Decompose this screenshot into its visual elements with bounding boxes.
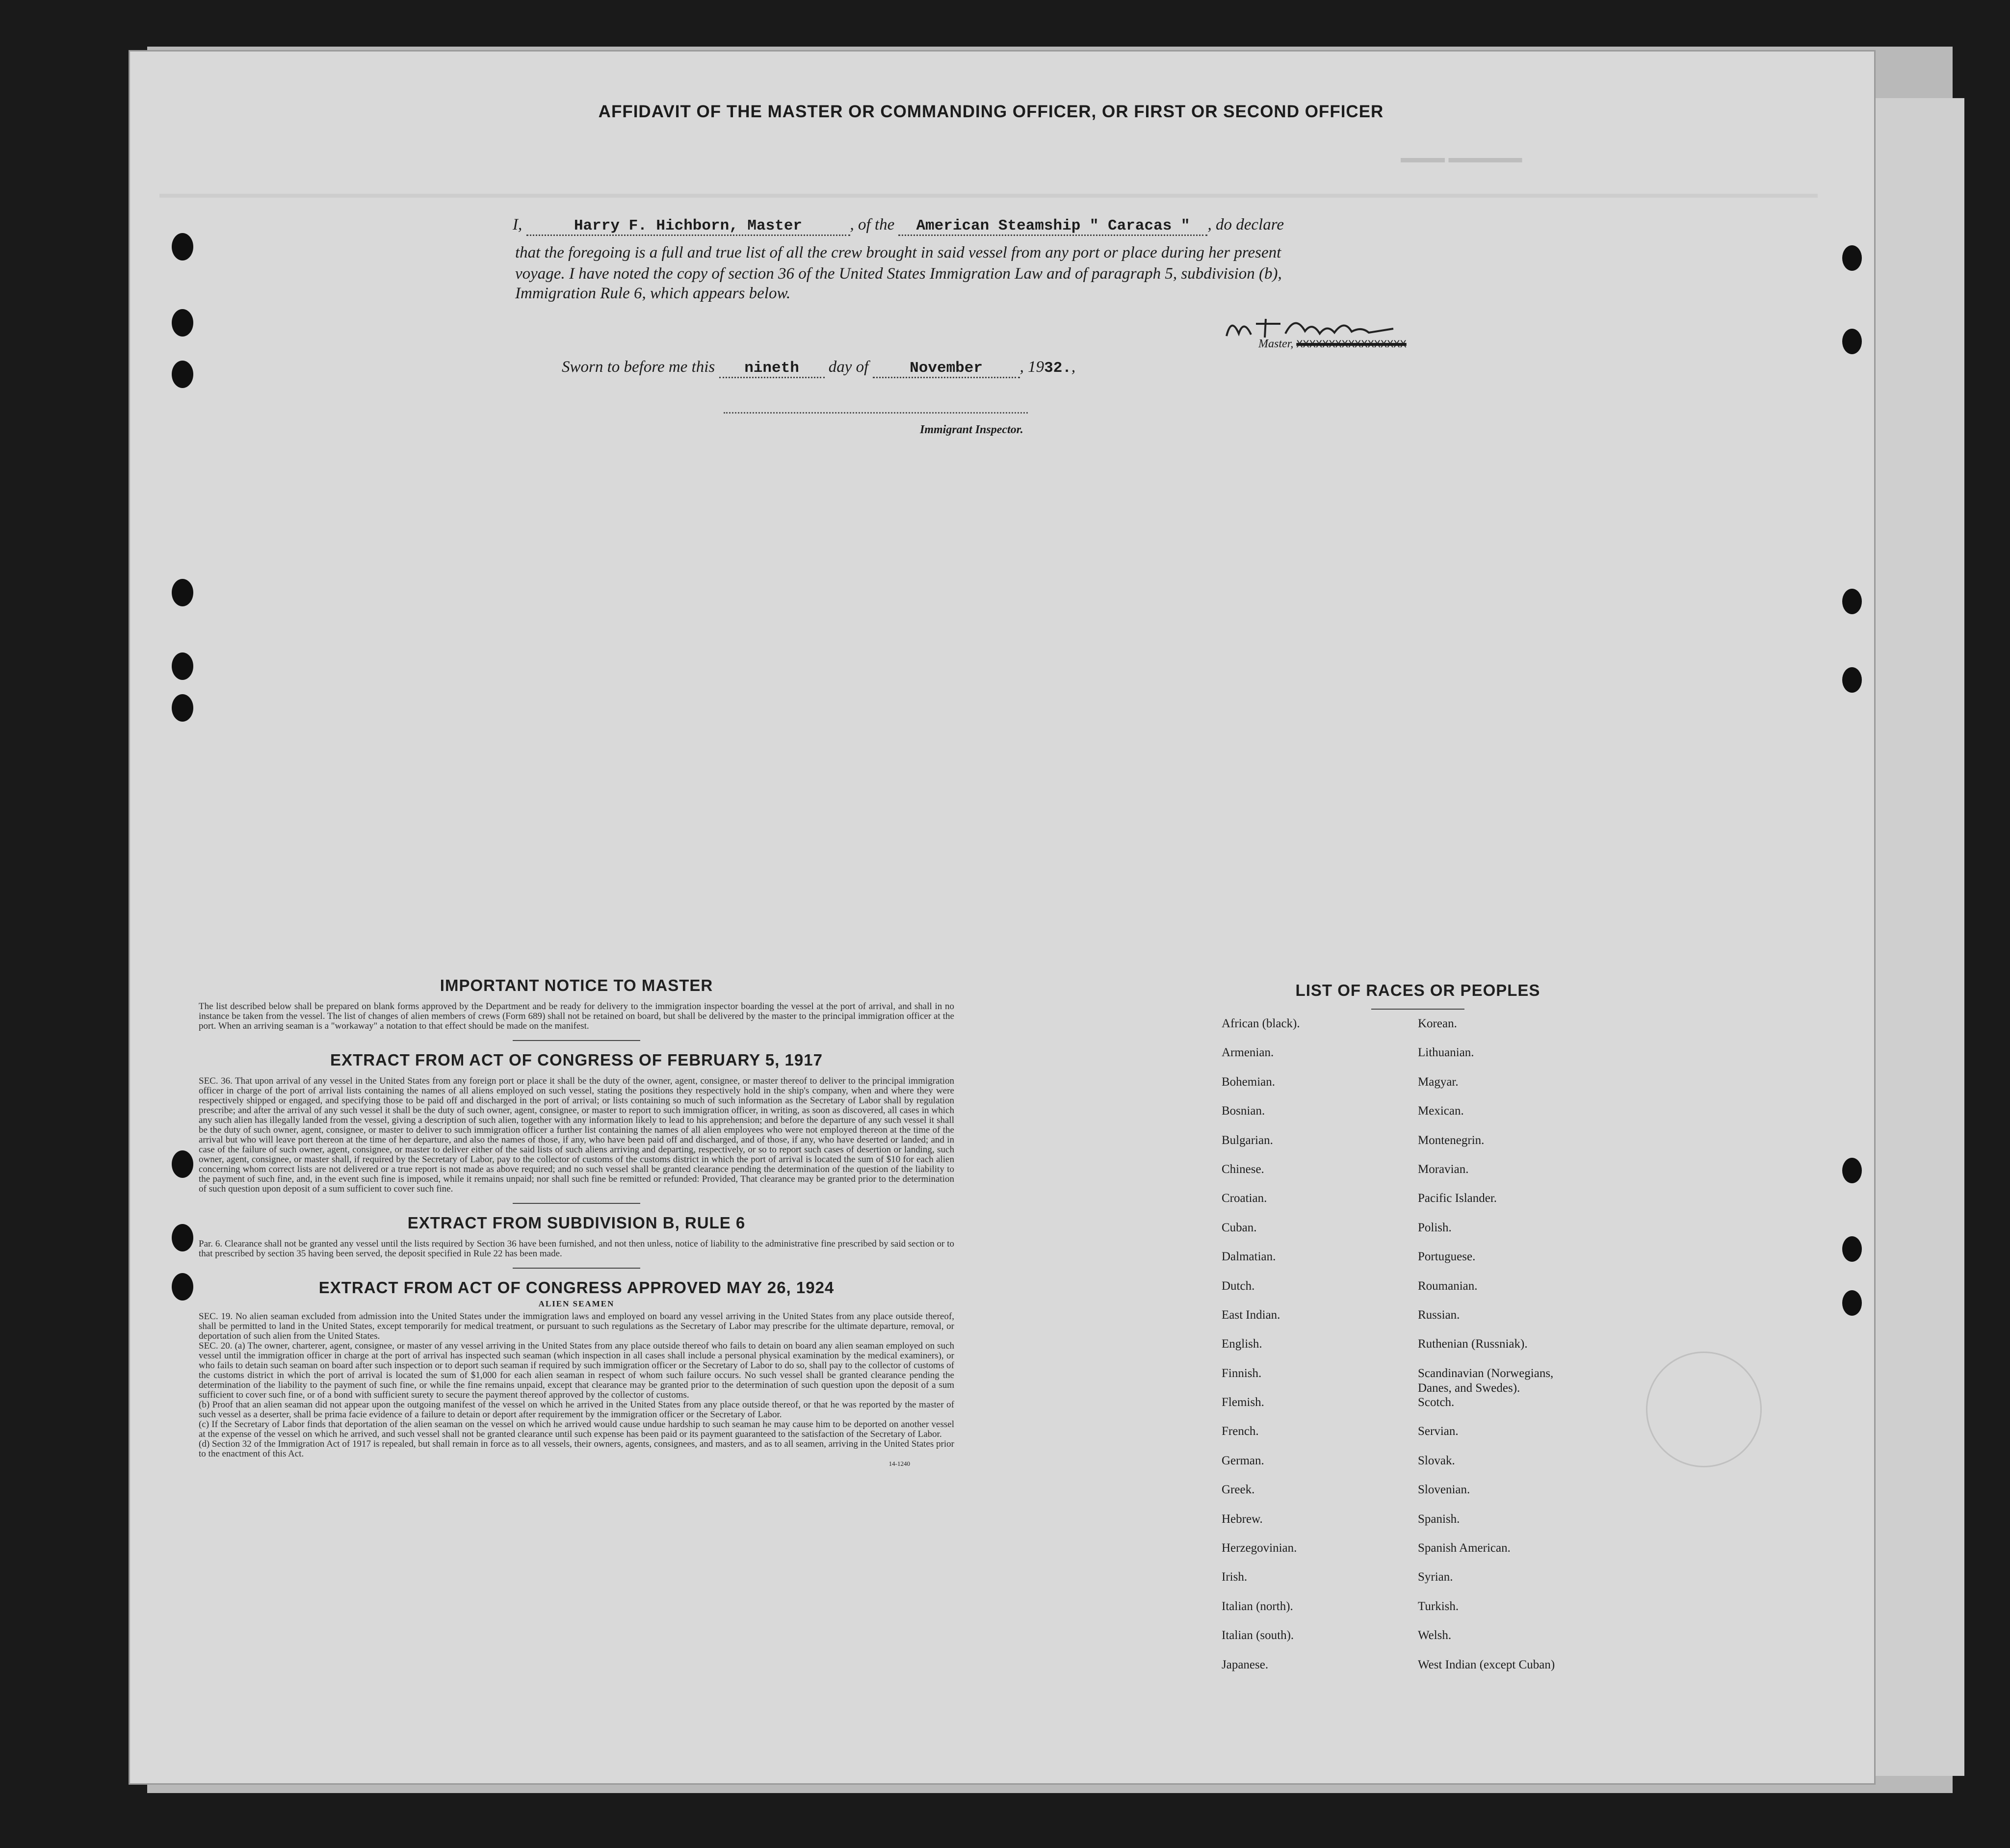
vessel-field: American Steamship " Caracas " bbox=[898, 217, 1207, 236]
bleed-through-mark: ▬▬▬ ▬▬▬▬▬ bbox=[1401, 150, 1522, 166]
race-item: Chinese. bbox=[1222, 1162, 1264, 1176]
punch-hole bbox=[1842, 1158, 1862, 1183]
race-item: Slovenian. bbox=[1418, 1483, 1470, 1497]
punch-hole bbox=[1842, 1290, 1862, 1316]
race-item: Cuban. bbox=[1222, 1221, 1257, 1234]
punch-hole bbox=[172, 361, 193, 388]
races-columns bbox=[1197, 1016, 1639, 1684]
extract3-sec20d: (d) Section 32 of the Immigration Act of 1917 is repealed, but shall remain in force as to all vessels, their owners, agents, consignees, and masters, and as to all seamen, arriving in the United States prior to the enactment of this Act. bbox=[199, 1439, 954, 1459]
affidavit-line-3: voyage. I have noted the copy of section 36 of the United States Immigration Law and of paragraph 5, subdivision (b), bbox=[515, 265, 1282, 283]
race-item: Dutch. bbox=[1222, 1279, 1255, 1293]
affidavit-line-1 bbox=[513, 216, 1284, 236]
sworn-text: day of bbox=[828, 358, 869, 376]
race-item: West Indian (except Cuban) bbox=[1418, 1658, 1555, 1671]
punch-hole bbox=[172, 233, 193, 260]
race-item: Ruthenian (Russniak). bbox=[1418, 1337, 1528, 1351]
extract3-sec20a: SEC. 20. (a) The owner, charterer, agent, consignee, or master of any vessel arriving in the United States from any place outside thereof who fails to detain on board any alien seaman employed on such vessel until the immigration officer in charge at the port of arrival has inspected such seaman (which inspection in all cases shall include a personal physical examination by the medical examiners), or who fails to detain such seaman on board after such inspection or to deport such seaman if required by such immigration officer or the Secretary of Labor to do so, shall pay to the collector of customs of the customs district in which the port of arrival is located the sum of $1,000 for each alien seaman in respect of whom such failure occurs. No such vessel shall be granted clearance pending the determination of the liability to the payment of such fine, or while the fine remains unpaid, except that clearance may be granted prior to the determination of such question upon the deposit of a sum sufficient to cover such fine, or of a bond with sufficient surety to secure the payment thereof approved by the collector of customs. bbox=[199, 1341, 954, 1400]
race-item: East Indian. bbox=[1222, 1308, 1280, 1322]
extract3-subtitle: ALIEN SEAMEN bbox=[538, 1299, 615, 1308]
race-item: Flemish. bbox=[1222, 1396, 1264, 1409]
race-item: Dalmatian. bbox=[1222, 1250, 1276, 1264]
sworn-day-field: nineth bbox=[719, 360, 825, 378]
race-item: German. bbox=[1222, 1454, 1264, 1467]
punch-hole bbox=[1842, 1236, 1862, 1262]
signature-caption bbox=[1258, 338, 1407, 351]
race-item: Japanese. bbox=[1222, 1658, 1269, 1671]
race-item: Armenian. bbox=[1222, 1046, 1274, 1060]
notice-title: IMPORTANT NOTICE TO MASTER bbox=[440, 976, 713, 994]
race-item: Mexican. bbox=[1418, 1104, 1464, 1118]
extract3-sec19: SEC. 19. No alien seaman excluded from admission into the United States under the immigration laws and employed on board any vessel arriving in the United States from any place outside thereof, shall be permitted to land in the United States, except temporarily for medical treatment, or pursuant to such regulations as the Secretary of Labor may prescribe for the ultimate departure, removal, or deportation of such alien from the United States. bbox=[199, 1311, 954, 1341]
race-item: Welsh. bbox=[1418, 1629, 1452, 1642]
race-item: Croatian. bbox=[1222, 1192, 1267, 1205]
declarant-field: Harry F. Hichborn, Master bbox=[526, 217, 850, 236]
master-signature bbox=[1222, 314, 1398, 341]
struck-title: XXXXXXXXXXXXXXXXX bbox=[1296, 338, 1407, 351]
affidavit-text: I, bbox=[513, 216, 522, 234]
race-item: Italian (north). bbox=[1222, 1599, 1293, 1613]
race-item: Spanish. bbox=[1418, 1512, 1460, 1526]
divider bbox=[513, 1040, 640, 1041]
divider bbox=[1371, 1009, 1464, 1010]
divider bbox=[513, 1203, 640, 1204]
affidavit-line-4: Immigration Rule 6, which appears below. bbox=[515, 285, 791, 302]
extract3-sec20b: (b) Proof that an alien seaman did not appear upon the outgoing manifest of the vessel on which he arrived in the United States from any place outside thereof, or that he was reported by the master of such vessel as a deserter, shall be prima facie evidence of a failure to detain or deport after requirement by the immigration officer or the Secretary of Labor. bbox=[199, 1400, 954, 1420]
punch-hole bbox=[172, 694, 193, 722]
affidavit-title: AFFIDAVIT OF THE MASTER OR COMMANDING OFFICER, OR FIRST OR SECOND OFFICER bbox=[598, 102, 1384, 121]
extract3-sec20c: (c) If the Secretary of Labor finds that deportation of the alien seaman on the vessel on which he arrived would cause undue hardship to such seaman he may cause him to be deported on another vessel at the expense of the vessel on which he arrived, and such vessel shall not be granted clearance until such expense has been paid or its payment guaranteed to the satisfaction of the Secretary of Labor. bbox=[199, 1419, 954, 1439]
sworn-line bbox=[562, 358, 1075, 378]
faint-seal bbox=[1646, 1352, 1762, 1467]
race-item: Montenegrin. bbox=[1418, 1133, 1485, 1147]
race-item: Turkish. bbox=[1418, 1599, 1459, 1613]
punch-hole bbox=[1842, 589, 1862, 614]
race-item: Herzegovinian. bbox=[1222, 1541, 1297, 1555]
race-item: Finnish. bbox=[1222, 1366, 1262, 1380]
race-item: Bohemian. bbox=[1222, 1075, 1276, 1089]
sworn-month-field: November bbox=[873, 360, 1020, 378]
race-item: Irish. bbox=[1222, 1570, 1248, 1584]
punch-hole bbox=[172, 309, 193, 337]
races-right-column bbox=[1418, 1016, 1555, 1687]
punch-hole bbox=[1842, 667, 1862, 693]
sworn-year-field: 32. bbox=[1044, 360, 1071, 377]
race-item: Magyar. bbox=[1418, 1075, 1459, 1089]
race-item: African (black). bbox=[1222, 1017, 1300, 1030]
sworn-text: Sworn to before me this bbox=[562, 358, 715, 376]
race-item: Syrian. bbox=[1418, 1570, 1453, 1584]
race-item: Servian. bbox=[1418, 1425, 1459, 1438]
races-section bbox=[1197, 981, 1639, 1684]
divider bbox=[513, 1268, 640, 1269]
race-item: Lithuanian. bbox=[1418, 1046, 1474, 1060]
inspector-caption: Immigrant Inspector. bbox=[920, 423, 1023, 436]
extract2-text: Par. 6. Clearance shall not be granted any vessel until the lists required by Section 36 have been furnished, and not then unless, notice of liability to the administrative fine prescribed by said section or to that prescribed by section 35 having been served, the deposit specified in Rule 22 has been made. bbox=[199, 1239, 954, 1259]
punch-hole bbox=[172, 579, 193, 606]
notice-text: The list described below shall be prepared on blank forms approved by the Department and be ready for delivery to the immigration inspector boarding the vessel at the port of arrival, and shall in no instance be taken from the vessel. The list of changes of alien members of crews (Form 689) shall not be retained on board, but shall be delivered by the master to the principal immigration officer at the port. When an arriving seaman is a "workaway" a notation to that effect should be made on the manifest. bbox=[199, 1001, 954, 1031]
race-item: English. bbox=[1222, 1337, 1262, 1351]
affidavit-text: , do declare bbox=[1207, 216, 1284, 234]
race-item: Hebrew. bbox=[1222, 1512, 1263, 1526]
inspector-signature-line bbox=[724, 412, 1028, 414]
extract3-title: EXTRACT FROM ACT OF CONGRESS APPROVED MAY 26, 1924 bbox=[318, 1278, 835, 1297]
race-item: Portuguese. bbox=[1418, 1250, 1476, 1264]
race-item: Bulgarian. bbox=[1222, 1133, 1273, 1147]
punch-hole bbox=[172, 1224, 193, 1251]
punch-hole bbox=[1842, 329, 1862, 354]
race-item: Scandinavian (Norwegians, Danes, and Swedes). bbox=[1418, 1366, 1554, 1395]
notice-column bbox=[199, 976, 954, 1468]
punch-hole bbox=[1842, 245, 1862, 271]
sworn-text: , bbox=[1071, 358, 1076, 376]
race-item: Slovak. bbox=[1418, 1454, 1455, 1467]
affidavit-text: , of the bbox=[850, 216, 895, 234]
race-item: Italian (south). bbox=[1222, 1629, 1294, 1642]
bleed-through-mark bbox=[159, 194, 1818, 208]
punch-hole bbox=[172, 1273, 193, 1301]
race-item: Polish. bbox=[1418, 1221, 1452, 1234]
race-item: Bosnian. bbox=[1222, 1104, 1265, 1118]
race-item: French. bbox=[1222, 1425, 1259, 1438]
punch-hole bbox=[172, 1150, 193, 1178]
affidavit-line-2: that the foregoing is a full and true list of all the crew brought in said vessel from any port or place during her present bbox=[515, 244, 1281, 261]
race-item: Russian. bbox=[1418, 1308, 1460, 1322]
form-number: 14-1240 bbox=[888, 1460, 910, 1467]
sworn-text: , 19 bbox=[1019, 358, 1044, 376]
race-item: Greek. bbox=[1222, 1483, 1255, 1497]
races-left-column bbox=[1222, 1016, 1300, 1687]
extract1-text: SEC. 36. That upon arrival of any vessel in the United States from any foreign port or place it shall be the duty of the owner, agent, consignee, or master thereof to deliver to the principal immigration officer in charge of the port of arrival lists containing the names of all aliens employed on such vessel, stating the positions they respectively hold in the ship's company, when and where they were respectively shipped or engaged, and specifying those to be paid off and discharged in the port of arrival; or lists containing so much of such information as the Secretary of Labor shall by regulation prescribe; and after the arrival of any such vessel it shall be the duty of such owner, agent, consignee, or master to report to such immigration officer, in writing, as soon as discovered, all cases in which any such alien has illegally landed from the vessel, giving a description of such alien, together with any information likely to lead to his apprehension; and before the departure of any such vessel it shall be the duty of such owner, agent, consignee, or master to deliver to such immigration officer a further list containing the names of all alien employees who were not employed thereon at the time of the arrival but who will leave port thereon at the time of her departure, and also the names of those, if any, who have been paid off and discharged, and of those, if any, who have deserted or landed; and in case of the failure of such owner, agent, consignee, or master to deliver either of the said lists of such aliens arriving and departing, respectively, or so to report such cases of desertion or landing, such owner, agent, consignee, or master shall, if required by the Secretary of Labor, pay to the collector of customs of the customs district in which the port of arrival is located the sum of $10 for each alien concerning whom correct lists are not delivered or a true report is not made as above required; and no such vessel shall be granted clearance pending the determination of the question of the liability to the payment of such fine, and, in the event such fine is imposed, while it remains unpaid; nor shall such fine be remitted or refunded: Provided, That clearance may be granted prior to the determination of such question upon deposit of a sum sufficient to cover such fine. bbox=[199, 1076, 954, 1194]
race-item: Roumanian. bbox=[1418, 1279, 1478, 1293]
race-item: Spanish American. bbox=[1418, 1541, 1511, 1555]
punch-hole bbox=[172, 652, 193, 680]
race-item: Scotch. bbox=[1418, 1396, 1455, 1409]
master-caption: Master, bbox=[1258, 338, 1294, 350]
extract2-title: EXTRACT FROM SUBDIVISION B, RULE 6 bbox=[407, 1214, 746, 1232]
race-item: Pacific Islander. bbox=[1418, 1192, 1497, 1205]
extract1-title: EXTRACT FROM ACT OF CONGRESS OF FEBRUARY 5, 1917 bbox=[330, 1051, 823, 1069]
race-item: Moravian. bbox=[1418, 1162, 1469, 1176]
race-item: Korean. bbox=[1418, 1017, 1457, 1030]
races-title: LIST OF RACES OR PEOPLES bbox=[1295, 981, 1540, 999]
